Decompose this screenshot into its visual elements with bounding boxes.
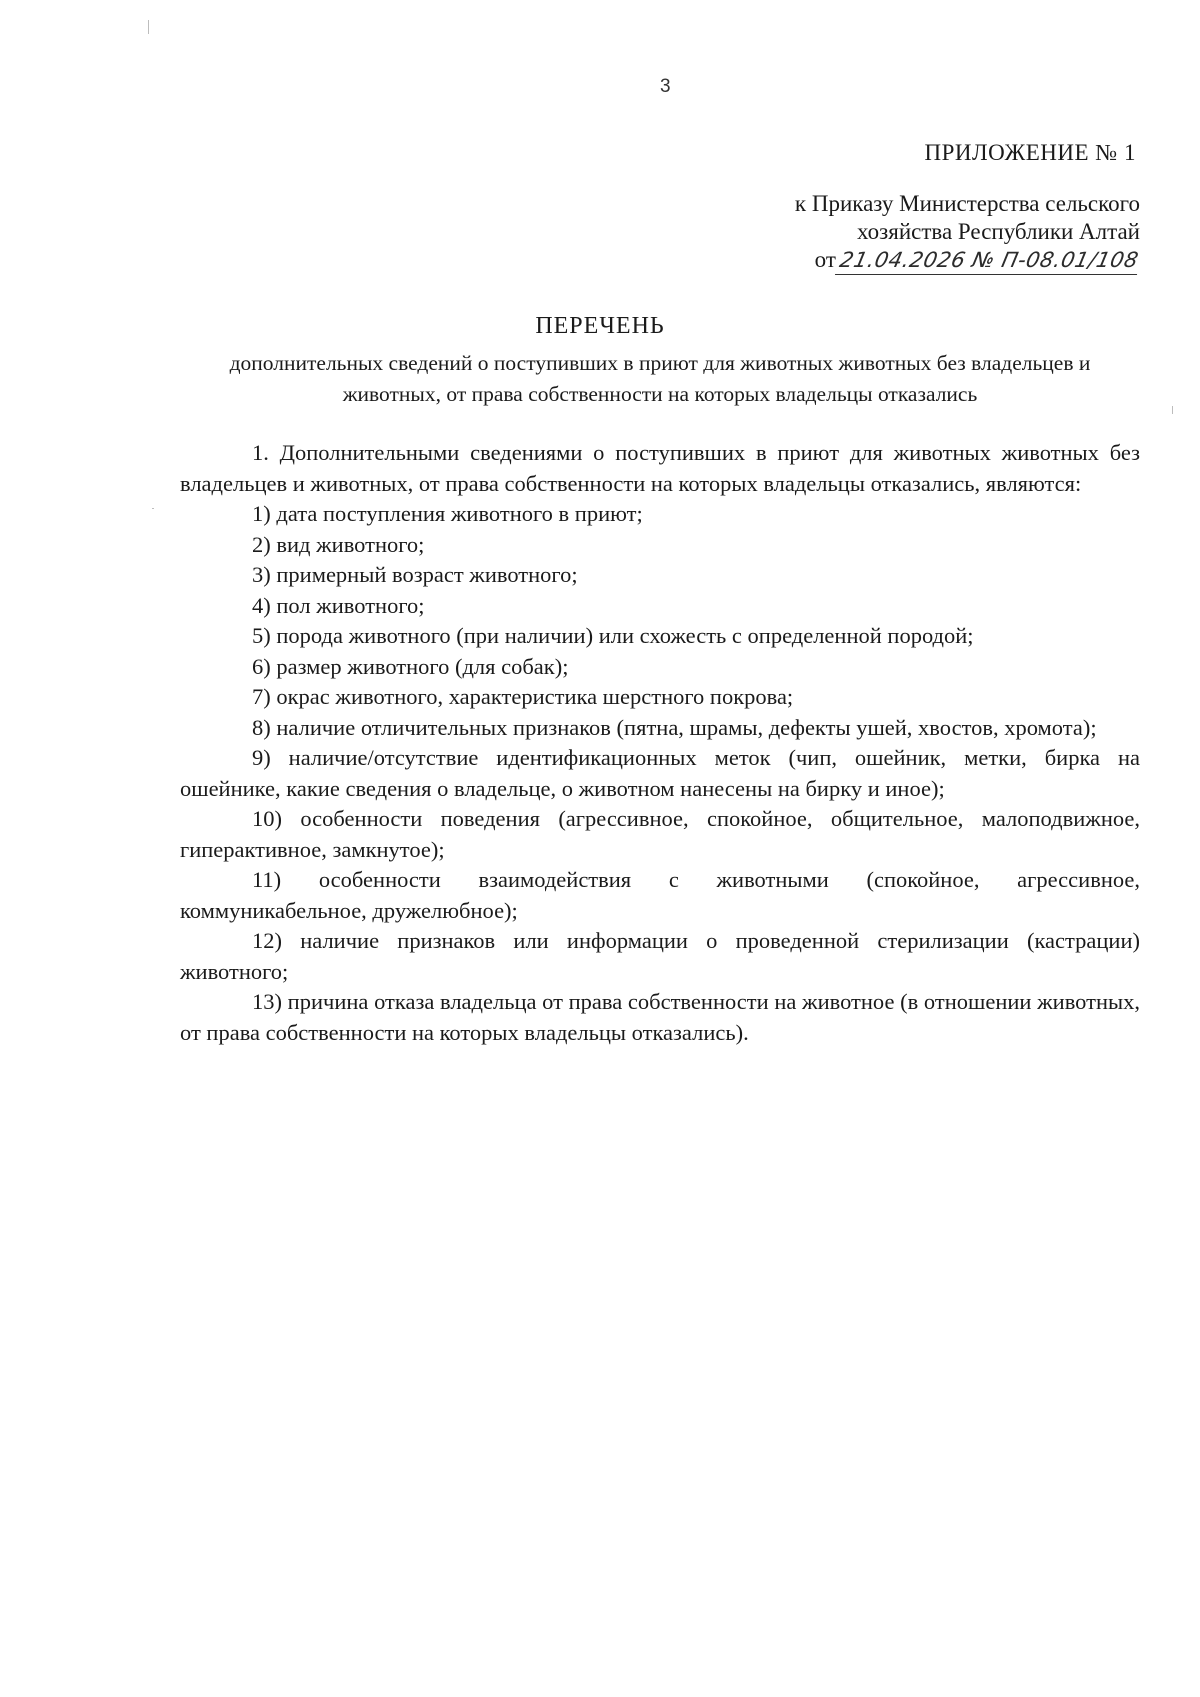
list-item: 12) наличие признаков или информации о проведенной стерилизации (кастрации) животного; — [180, 928, 1140, 984]
list-item: 8) наличие отличительных признаков (пятна, шрамы, дефекты ушей, хвостов, хромота); — [252, 714, 1097, 740]
page-number: 3 — [660, 76, 671, 97]
list-item: 11) особенности взаимодействия с животными (спокойное, агрессивное, коммуникабельное, дружелюбное); — [180, 867, 1140, 923]
order-date-prefix: от — [814, 247, 836, 272]
document-heading: ПЕРЕЧЕНЬ — [535, 313, 665, 339]
appendix-title: ПРИЛОЖЕНИЕ № 1 — [924, 140, 1136, 165]
list-item: 3) примерный возраст животного; — [252, 562, 578, 587]
document-body — [180, 438, 1140, 1048]
order-reference — [795, 190, 1140, 275]
list-item: 13) причина отказа владельца от права собственности на животное (в отношении животных, от права собственности на которых владельцы отказались). — [180, 989, 1140, 1045]
list-item: 9) наличие/отсутствие идентификационных меток (чип, ошейник, метки, бирка на ошейнике, какие сведения о владельце, о животном нанесены на бирку и иное); — [180, 745, 1140, 801]
list-item: 10) особенности поведения (агрессивное, спокойное, общительное, малоподвижное, гиперактивное, замкнутое); — [180, 806, 1140, 862]
document-subheading: дополнительных сведений о поступивших в приют для животных животных без владельцев и животных, от права собственности на которых владельцы отказались — [229, 351, 1091, 406]
list-item: 4) пол животного; — [252, 592, 425, 618]
order-reference-line-1: к Приказу Министерства сельского — [794, 191, 1140, 216]
list-item: 1) дата поступления животного в приют; — [252, 501, 643, 526]
scan-artifact — [148, 20, 149, 34]
order-date-line — [815, 246, 1140, 275]
list-item: 2) вид животного; — [252, 531, 425, 557]
order-reference-line-2: хозяйства Республики Алтай — [857, 219, 1140, 244]
list-item: 7) окрас животного, характеристика шерстного покрова; — [252, 684, 794, 709]
scan-artifact — [152, 508, 154, 509]
list-item: 5) порода животного (при наличии) или схожесть с определенной породой; — [252, 623, 974, 648]
scan-artifact — [1172, 406, 1173, 414]
intro-paragraph: 1. Дополнительными сведениями о поступивших в приют для животных животных без владельцев и животных, от права собственности на которых владельцы отказались, являются: — [180, 440, 1140, 496]
list-item: 6) размер животного (для собак); — [252, 653, 569, 679]
order-date-handwritten: 21.04.2026 № П-08.01/108 — [835, 246, 1143, 275]
